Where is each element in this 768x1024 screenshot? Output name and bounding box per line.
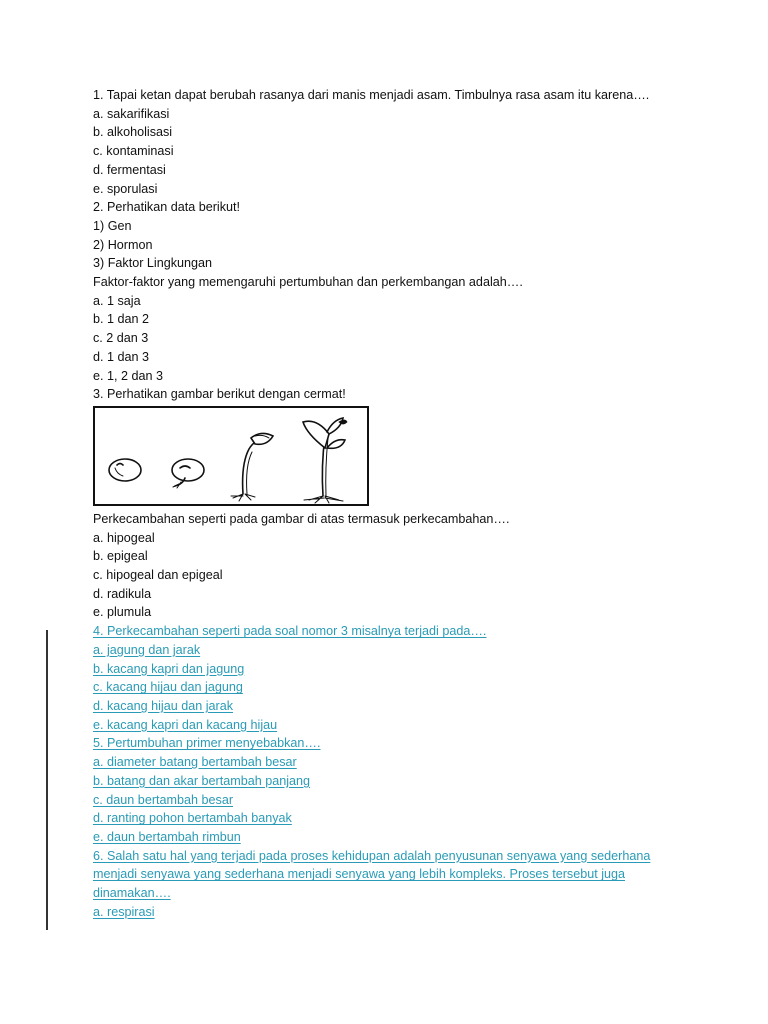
q5-option-b: b. batang dan akar bertambah panjang — [93, 773, 311, 788]
seed-stage-2 — [172, 459, 204, 488]
q3-option-c: c. hipogeal dan epigeal — [93, 568, 223, 583]
q2-item-3: 3) Faktor Lingkungan — [93, 256, 213, 271]
q2-option-e: e. 1, 2 dan 3 — [93, 368, 164, 383]
q1-option-b: b. alkoholisasi — [93, 125, 173, 140]
question-5: 5. Pertumbuhan primer menyebabkan…. — [93, 736, 321, 751]
seed-stage-1 — [109, 459, 141, 481]
q1-option-c: c. kontaminasi — [93, 144, 174, 159]
q3-option-d: d. radikula — [93, 586, 152, 601]
q2-item-2: 2) Hormon — [93, 237, 153, 252]
question-4: 4. Perkecambahan seperti pada soal nomor 3 misalnya terjadi pada…. — [93, 624, 487, 639]
q2-prompt: Faktor-faktor yang memengaruhi pertumbuhan dan perkembangan adalah…. — [93, 275, 523, 290]
q3-option-a: a. hipogeal — [93, 530, 155, 545]
q2-option-c: c. 2 dan 3 — [93, 331, 149, 346]
q5-option-c: c. daun bertambah besar — [93, 792, 234, 807]
q3-prompt: Perkecambahan seperti pada gambar di atas termasuk perkecambahan…. — [93, 511, 510, 526]
q4-option-e: e. kacang kapri dan kacang hijau — [93, 717, 278, 732]
q2-item-1: 1) Gen — [93, 218, 132, 233]
q5-option-a: a. diameter batang bertambah besar — [93, 755, 297, 770]
q1-option-a: a. sakarifikasi — [93, 106, 170, 121]
q4-option-b: b. kacang kapri dan jagung — [93, 661, 245, 676]
q1-option-e: e. sporulasi — [93, 181, 158, 196]
q3-option-e: e. plumula — [93, 605, 152, 620]
q6-option-a: a. respirasi — [93, 904, 155, 919]
q2-option-b: b. 1 dan 2 — [93, 312, 150, 327]
germination-illustration — [95, 408, 367, 504]
document-page — [93, 86, 733, 921]
question-2: 2. Perhatikan data berikut! — [93, 200, 241, 215]
question-3: 3. Perhatikan gambar berikut dengan cermat! — [93, 387, 346, 402]
q4-option-a: a. jagung dan jarak — [93, 642, 201, 657]
q1-option-d: d. fermentasi — [93, 162, 166, 177]
q2-option-d: d. 1 dan 3 — [93, 349, 150, 364]
q4-option-d: d. kacang hijau dan jarak — [93, 698, 234, 713]
q3-option-b: b. epigeal — [93, 549, 148, 564]
question-1: 1. Tapai ketan dapat berubah rasanya dari manis menjadi asam. Timbulnya rasa asam itu karena…. — [93, 88, 650, 102]
q5-option-d: d. ranting pohon bertambah banyak — [93, 811, 292, 826]
revision-bar — [46, 630, 48, 930]
seedling-stage-4 — [303, 418, 347, 503]
q5-option-e: e. daun bertambah rimbun — [93, 829, 241, 844]
question-6: 6. Salah satu hal yang terjadi pada proses kehidupan adalah penyusunan senyawa yang sederhana menjadi senyawa yang sederhana menjadi senyawa yang lebih kompleks. Proses tersebut juga dinamakan…. — [93, 848, 651, 901]
germination-figure — [93, 406, 369, 506]
seedling-stage-3 — [231, 433, 273, 501]
q2-option-a: a. 1 saja — [93, 293, 141, 308]
q4-option-c: c. kacang hijau dan jagung — [93, 680, 243, 695]
